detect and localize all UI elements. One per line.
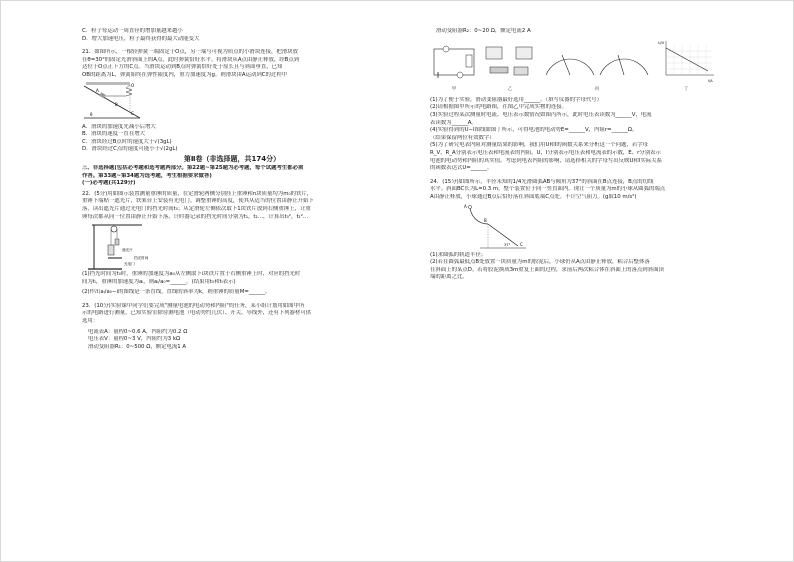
instructions-line: 三、非选择题(包括必考题和选考题两部分。第22题~第25题为必考题，每个试题考生都必须 xyxy=(82,164,304,171)
device-rheostat-r1: 滑动变阻器R₁：0~500 Ω，额定电流1 A xyxy=(88,343,187,350)
q22-sub-line: 间为tᵢ，重锤的加速度为aᵢ，则aᵢ/a₀=______。(结果用t₀和tᵢ表示) xyxy=(82,278,236,285)
q20-option-d: D．增大加速电压，粒子最终获得的最大动能变大 xyxy=(82,35,200,42)
label-a: A xyxy=(96,87,99,93)
photogate xyxy=(108,257,122,259)
q24-line: 水平。斜面BC长为L=0.3 m。整个装置位于同一竖直面内。现让一个质量为m的小球从圆弧的端点 xyxy=(430,186,666,193)
q23-cont-line: (4)实验得到的U−I图线如图丁所示，可得电池的电动势E=______V，内阻r=______Ω。 xyxy=(430,127,638,134)
q22-sub-line: (2)作出aᵢ/a₀−i的图线是一条直线，直线的斜率为k，则重锤的质量M=______。 xyxy=(82,289,271,296)
ball xyxy=(468,205,471,208)
pulley xyxy=(111,226,117,232)
q24-sub-line: (1)求圆弧的轨道半径； xyxy=(430,251,487,258)
q21-line: 21．如图所示，一根轻弹簧一端固定于O点，另一端与可视为质点的小滑块连接，把滑块放 xyxy=(82,49,298,56)
device-voltmeter: 电压表V：量程0~3 V，内阻约为3 kΩ xyxy=(88,336,181,343)
q20-option-c: C．粒子每运动一周直径的增加量越来越小 xyxy=(82,28,183,34)
figure-physical xyxy=(482,45,538,94)
q23-cont-line: 电池的电动势和内阻的真实值。考虑到电表内阻的影响，请选择相关的字母写出反映U和I实际关系 xyxy=(430,157,662,164)
q24-line: A由静止释放，小球通过B点后恰好落在斜面底端C点处。不计空气阻力。(g取10 m/s²) xyxy=(430,193,637,200)
label-timer: 挡光时间 xyxy=(134,256,149,261)
label-c: C xyxy=(131,110,134,116)
q23-cont-line: (1)为了便于实验，滑动变阻器最好选用______。（填写仪器的字母代号） xyxy=(430,96,603,103)
caption-yi: 乙 xyxy=(507,87,513,93)
q23-line: 选用： xyxy=(82,318,99,325)
ammeter-needle xyxy=(618,55,624,75)
label-b: B xyxy=(484,217,487,223)
q23-cont-line: (2)请根据图甲所示的电路图，在图乙中完成实物的连接。 xyxy=(430,104,568,111)
label-gate: 光电门 xyxy=(124,262,135,267)
q22-line: 重锤下端贴一遮光片，铁架台上安装有光电门。调整重锤的高度，使其从适当的位置由静止开始下 xyxy=(82,198,314,205)
physical-meter-2 xyxy=(516,47,532,59)
q23-figures xyxy=(430,39,730,94)
q23-cont-line: 的函数表达式U=______。 xyxy=(430,165,493,172)
ammeter-symbol xyxy=(457,72,463,78)
q21-option-a: A．滑块的加速度先减小后增大 xyxy=(82,123,156,130)
graph-ylabel: U/V xyxy=(658,40,665,45)
q23-cont-line: 表读数为______A。 xyxy=(430,119,477,126)
ammeter-dial xyxy=(600,59,648,75)
rheostat-symbol xyxy=(466,55,472,67)
figure-circuit xyxy=(430,45,478,94)
device-ammeter: 电流表A：量程0~0.6 A，内阻约为0.2 Ω xyxy=(88,328,188,335)
q22-line: 锤每次都从同一位置由静止开始下落，计时器记录的挡光时间分别为t₁，t₂…，计算出t₀²，t₁²… xyxy=(82,213,309,220)
spring xyxy=(104,82,135,96)
graph-line xyxy=(666,48,708,71)
label-c: C xyxy=(520,241,523,247)
right-column xyxy=(430,28,730,282)
q24-sub-line: 端的距离之比。 xyxy=(430,274,468,281)
physical-meter-1 xyxy=(486,47,502,59)
physical-battery xyxy=(514,67,528,75)
voltmeter-symbol xyxy=(443,46,449,52)
label-angle: 37° xyxy=(504,242,511,247)
label-b: B xyxy=(115,101,118,107)
graph-grid xyxy=(666,45,712,75)
q23-cont-line: R_V、R_A分别表示电压表和电流表的内阻，U、I分别表示电压表和电流表的示数，E、r分别表示 xyxy=(430,149,661,156)
q23-cont-line: (3)实验过程某次测量时电流、电压表示数情况如图丙所示，此时电压表读数为______V，电流 xyxy=(430,111,652,118)
q21-option-d: D．滑块经过C点的速度可能小于√(2gL) xyxy=(82,146,178,153)
left-column xyxy=(82,28,382,351)
incline-bc xyxy=(488,224,518,246)
caption-ding: 丁 xyxy=(683,87,689,93)
q21-line: OB的距离为L，弹簧始终在弹性限度内，重力加速度为g。则滑块由A运动到C的过程中 xyxy=(82,71,288,78)
q23-cont-line: （结果保留两位有效数字） xyxy=(430,134,495,141)
figure-dials xyxy=(542,45,652,94)
q21-option-b: B．滑块的速度一直在增大 xyxy=(82,131,145,138)
q23-line: 23．(10分)实验课中同学们要完成"测量电池的电动势和内阻"的任务，某小组计划用如图甲所 xyxy=(82,302,305,309)
iron-pieces xyxy=(115,239,119,245)
q22-line: 22．(5分)用如图示装置测量重锤的质量，在定滑轮两侧分别挂上重锤和n块质量均为m₀的铁片， xyxy=(82,190,313,197)
q21-option-c: C．滑块经过B点时的速度大于√(3gL) xyxy=(82,138,172,145)
block xyxy=(99,92,105,98)
q21-line: 达位于O点正下方的C点。当滑块运动到B点时弹簧恰好处于原长且与斜面垂直，已知 xyxy=(82,64,283,71)
label-theta: θ xyxy=(90,111,93,117)
label-shade: 遮光片 xyxy=(122,248,133,253)
q23-cont-line: (5)为了研究电表内阻对测量结果的影响，我们用U和I的函数关系来分析这一个问题，若字母 xyxy=(430,142,649,149)
q24-sub-line: (2)若在圆弧最低点B处放置一块质量为m的胶泥后，小球仍从A点由静止释放，粘合后整体落 xyxy=(430,259,650,266)
instructions-line: 作答。第33题~第34题为选考题，考生根据要求做答) xyxy=(82,172,212,179)
label-o: O xyxy=(131,82,135,88)
q22-line: 落，读出遮光片通过光电门的挡光时间t₀；从定滑轮左侧依次取下1块铁片放到右侧重锤上，让重 xyxy=(82,205,311,212)
q21-figure xyxy=(82,80,382,124)
q21-line: 在θ=30°的固定光滑斜面上的A点，此时弹簧恰好水平。将滑块从A点由静止释放，经B点到 xyxy=(82,56,300,63)
q24-sub-line: 在斜面上的某点D。若将胶泥换成3m重复上面的过程，求前后两次粘合体在斜面上的落点到斜面顶 xyxy=(430,266,664,273)
caption-bing: 丙 xyxy=(594,87,600,93)
figure-ui-graph xyxy=(656,39,716,94)
q23-line: 示的电路进行测量，已知实验室除待测电池（电动势约几伏）、开关、导线外，还有下列器材可供 xyxy=(82,310,312,317)
q24-figure xyxy=(430,202,730,252)
q22-sub-line: (1)挡光时间为t₀时，重锤的加速度为a₀从左侧取下i块铁片置于右侧重锤上时，对应的挡光时 xyxy=(82,271,301,278)
device-rheostat-r2: 滑动变阻器R₂：0~20 Ω，额定电流2 A xyxy=(436,28,531,34)
label-a: A xyxy=(464,203,467,209)
graph-xlabel: I/A xyxy=(708,78,713,83)
q22-figure xyxy=(82,221,382,271)
ceiling xyxy=(86,82,130,85)
q24-line: 24．(15分)如图所示，半径未知的1/4光滑圆弧AB与倾角为37°的斜面在B点连接，B点的切线 xyxy=(430,178,654,185)
caption-jia: 甲 xyxy=(451,87,457,93)
part2-title: 第Ⅱ卷（非选择题，共174分） xyxy=(183,154,281,163)
heavy-hammer xyxy=(108,245,114,255)
voltmeter-dial xyxy=(546,59,594,75)
physical-rheostat xyxy=(490,67,508,73)
voltmeter-needle xyxy=(562,55,570,75)
required-heading: (一)必考题(共129分) xyxy=(82,180,136,187)
